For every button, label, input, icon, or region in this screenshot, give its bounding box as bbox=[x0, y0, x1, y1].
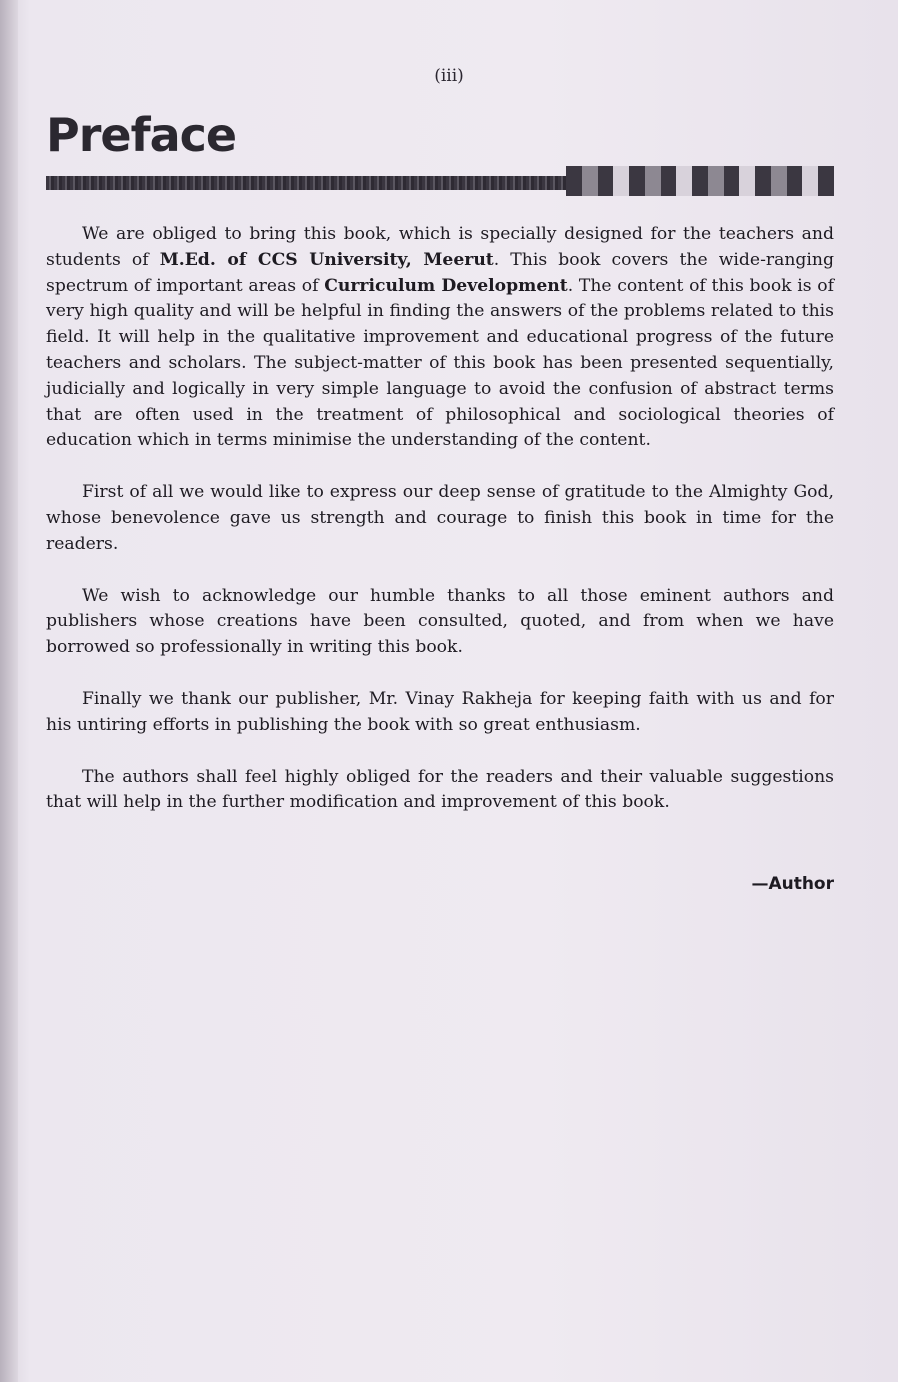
title-rule-bar bbox=[46, 176, 566, 190]
book-spine-shadow bbox=[0, 0, 18, 1382]
page-title: Preface bbox=[46, 108, 237, 162]
paragraph-acknowledgement: We wish to acknowledge our humble thanks to all those eminent authors and publishers whose creations have been consulted, quoted, and from when we have borrowed so professionally in writing this book. bbox=[46, 585, 834, 658]
university-name: M.Ed. of CCS University, Meerut bbox=[159, 249, 494, 270]
title-rule-blocks bbox=[566, 166, 834, 196]
paragraph-intro-text-2: . This book covers the wide-ranging spectrum of important areas of bbox=[46, 249, 835, 296]
subject-name: Curriculum Development bbox=[324, 275, 568, 296]
paragraph-intro-text-1: We are obliged to bring this book, which is specially designed for the teachers and students of bbox=[46, 224, 834, 270]
preface-body bbox=[46, 222, 834, 842]
paragraph-publisher: Finally we thank our publisher, Mr. Vinay Rakheja for keeping faith with us and for his untiring efforts in publishing the book with so great enthusiasm. bbox=[46, 688, 834, 735]
paragraph-intro-text-3: . The content of this book is of very high quality and will be helpful in finding the answers of the problems related to this field. It will help in the qualitative improvement and educational progress of the future teachers and scholars. The subject-matter of this book has been presented sequentially, judicially and logically in very simple language to avoid the confusion of abstract terms that are often used in the treatment of philosophical and sociological theories of education which in terms minimise the understanding of the content. bbox=[46, 275, 834, 451]
page-number: (iii) bbox=[434, 66, 464, 86]
paragraph-intro bbox=[46, 222, 834, 454]
paragraph-gratitude: First of all we would like to express our deep sense of gratitude to the Almighty God, whose benevolence gave us strength and courage to finish this book in time for the readers. bbox=[46, 482, 834, 554]
paragraph-suggestions: The authors shall feel highly obliged for the readers and their valuable suggestions that will help in the further modification and improvement of this book. bbox=[46, 766, 834, 813]
author-signature: —Author bbox=[751, 874, 834, 894]
